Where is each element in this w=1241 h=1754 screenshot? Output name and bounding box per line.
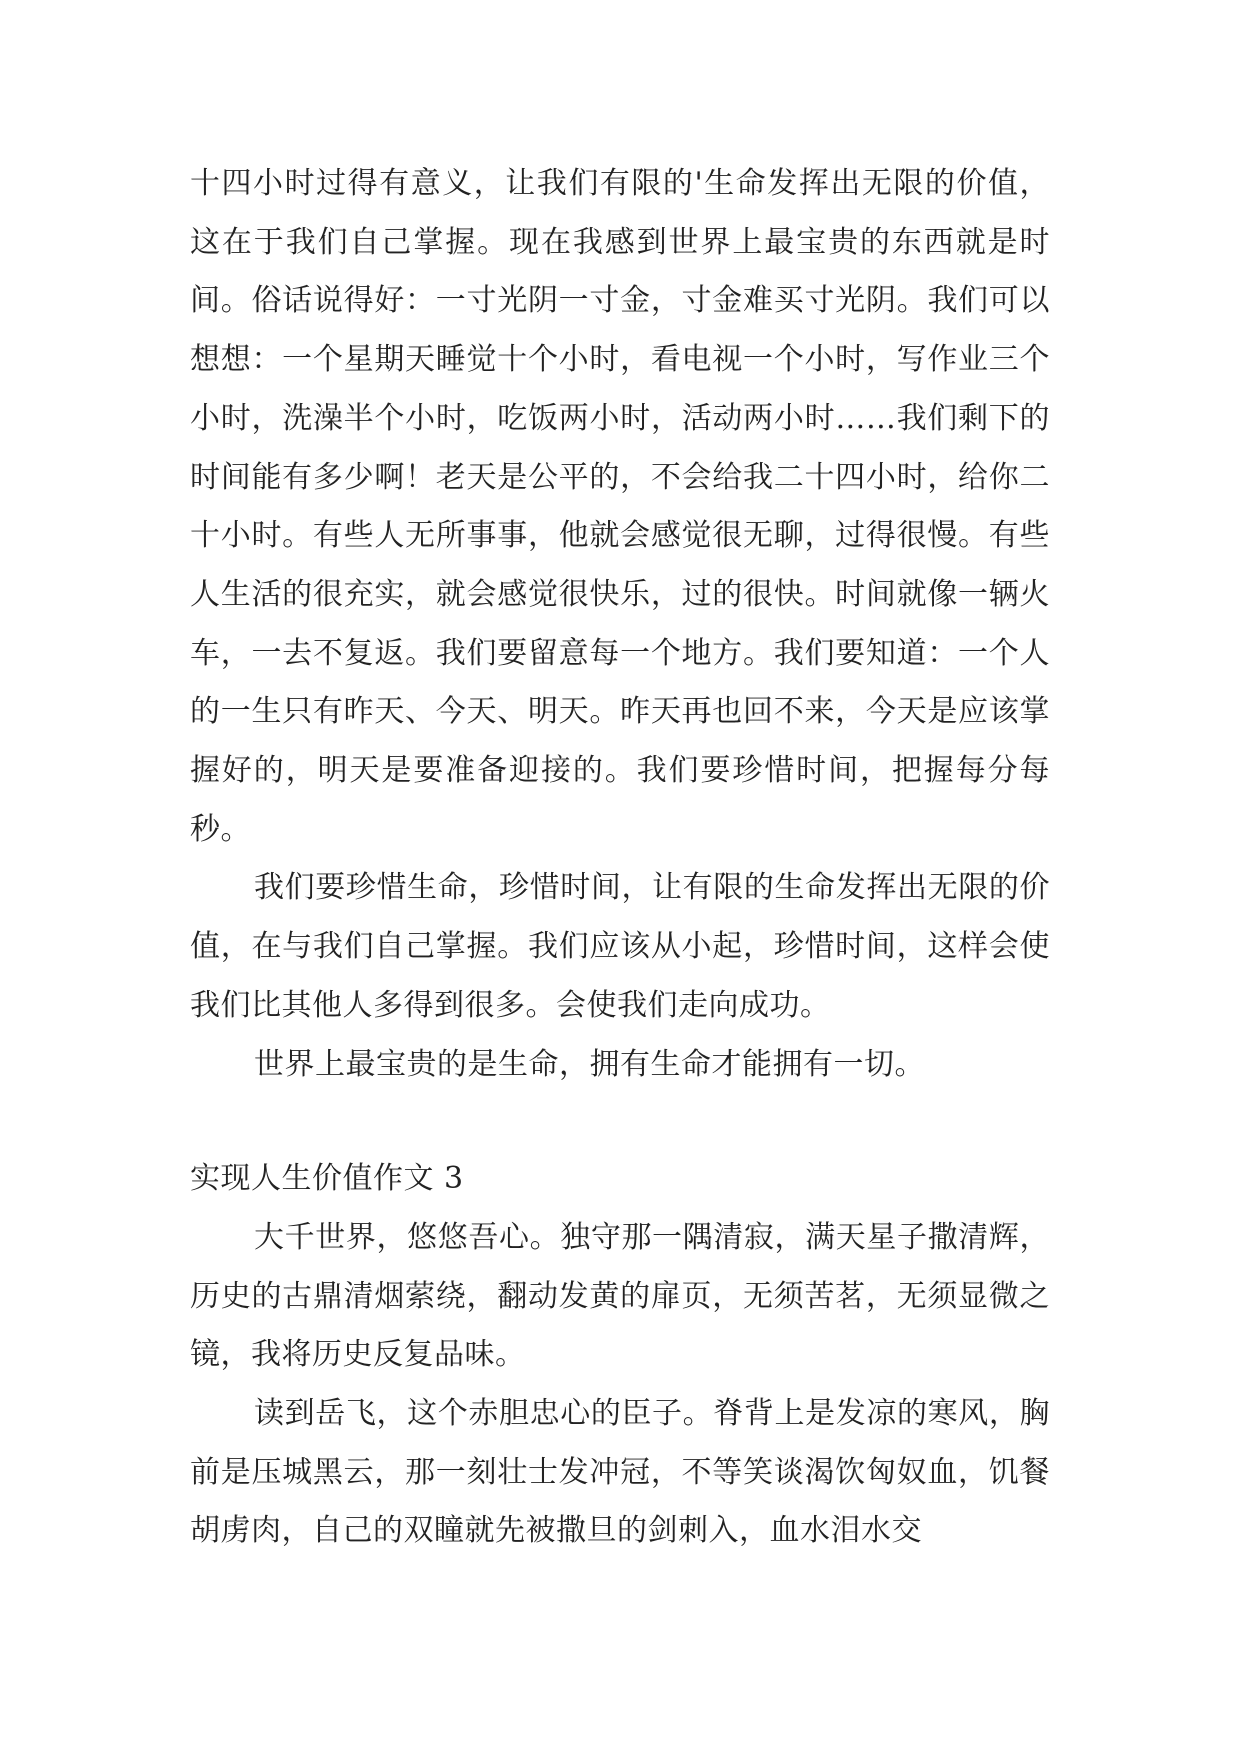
paragraph: 我们要珍惜生命，珍惜时间，让有限的生命发挥出无限的价值，在与我们自己掌握。我们应该从小起，珍惜时间，这样会使我们比其他人多得到很多。会使我们走向成功。	[190, 870, 1050, 1023]
paragraph: 大千世界，悠悠吾心。独守那一隅清寂，满天星子撒清辉，历史的古鼎清烟萦绕，翻动发黄的扉页，无须苦茗，无须显微之镜，我将历史反复品味。	[190, 1219, 1050, 1373]
paragraph: 读到岳飞，这个赤胆忠心的臣子。脊背上是发凉的寒风，胸前是压城黑云，那一刻壮士发冲冠，不等笑谈渴饮匈奴血，饥餐胡虏肉，自己的双瞳就先被撒旦的剑刺入，血水泪水交	[190, 1396, 1050, 1549]
section-title: 实现人生价值作文 3	[190, 1161, 464, 1197]
paragraph: 十四小时过得有意义，让我们有限的'生命发挥出无限的价值，这在于我们自己掌握。现在我感到世界上最宝贵的东西就是时间。俗话说得好：一寸光阴一寸金，寸金难买寸光阴。我们可以想想：一个星期天睡觉十个小时，看电视一个小时，写作业三个小时，洗澡半个小时，吃饭两小时，活动两小时……我们剩下的时间能有多少啊！老天是公平的，不会给我二十四小时，给你二十小时。有些人无所事事，他就会感觉很无聊，过得很慢。有些人生活的很充实，就会感觉很快乐，过的很快。时间就像一辆火车，一去不复返。我们要留意每一个地方。我们要知道：一个人的一生只有昨天、今天、明天。昨天再也回不来，今天是应该掌握好的，明天是要准备迎接的。我们要珍惜时间，把握每分每秒。	[190, 166, 1050, 847]
section-spacer	[190, 1094, 1050, 1150]
paragraph: 世界上最宝贵的是生命，拥有生命才能拥有一切。	[254, 1046, 925, 1082]
document-body	[190, 155, 1050, 1561]
